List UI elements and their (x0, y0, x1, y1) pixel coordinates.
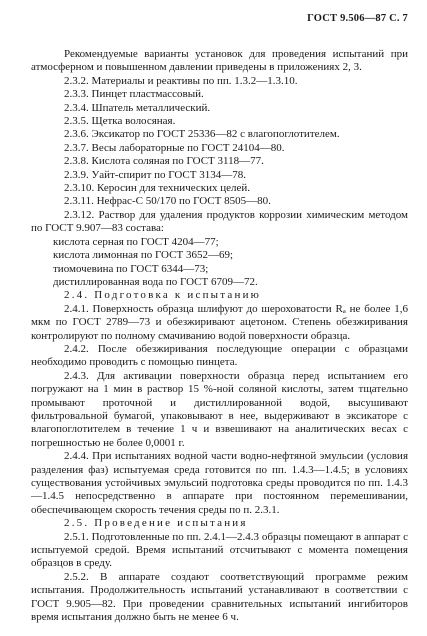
paragraph-2-5-2: 2.5.2. В аппарате создают соответствующий программе режим испытания. Продолжительность испытаний устанавливают в соответствии с ГОСТ 9.905—82. При проведении сравнительных испытаний ингибиторов время испытания должно быть не менее 6 ч. (31, 570, 408, 624)
paragraph-2-4-1: 2.4.1. Поверхность образца шлифуют до шероховатости Rₐ не более 1,6 мкм по ГОСТ 2789—73 и обезжиривают ацетоном. Степень обезжиривания контролируют по полному смачиванию водой поверхности образца. (31, 302, 408, 342)
composition-item: кислота серная по ГОСТ 4204—77; (53, 235, 219, 248)
page-header: ГОСТ 9.506—87 С. 7 (307, 13, 408, 24)
list-item: 2.3.7. Весы лабораторные по ГОСТ 24104—80. (64, 141, 285, 154)
paragraph-2-4-3: 2.4.3. Для активации поверхности образца перед испытанием его погружают на 1 мин в раствор 15 %-ной соляной кислоты, затем тщательно промывают проточной и дистиллированной водой, высушивают фильтровальной бумагой, упаковывают в нее, выдерживают в эксикаторе с влагопоглотителем в течение 1 ч и взвешивают на аналитических весах с погрешностью не более 0,0001 г. (31, 369, 408, 449)
composition-item: тиомочевина по ГОСТ 6344—73; (53, 262, 209, 275)
list-item: 2.3.10. Керосин для технических целей. (64, 182, 251, 195)
list-item: 2.3.2. Материалы и реактивы по пп. 1.3.2—1.3.10. (64, 74, 298, 87)
section-heading-2-5: 2.5. Проведение испытания (64, 517, 248, 530)
paragraph-2-4-2: 2.4.2. После обезжиривания последующие операции с образцами необходимо проводить с помощью пинцета. (31, 342, 408, 369)
document-body (31, 48, 408, 624)
composition-item: кислота лимонная по ГОСТ 3652—69; (53, 249, 233, 262)
list-item: 2.3.3. Пинцет пластмассовый. (64, 88, 204, 101)
list-item: 2.3.5. Щетка волосяная. (64, 115, 176, 128)
composition-item: дистиллированная вода по ГОСТ 6709—72. (53, 275, 258, 288)
list-item: 2.3.11. Нефрас-С 50/170 по ГОСТ 8505—80. (64, 195, 271, 208)
intro-paragraph: Рекомендуемые варианты установок для проведения испытаний при атмосферном и повышенном давлении приведены в приложениях 2, 3. (31, 48, 408, 74)
paragraph-2-4-4: 2.4.4. При испытаниях водной части водно-нефтяной эмульсии (условия разделения фаз) испытуемая среда готовится по пп. 1.4.3—1.4.5; в условиях существования устойчивых эмульсий подготовка среды проводится по пп. 1.4.3—1.4.5 непосредственно в аппарате при постоянном перемешивании, обеспечивающем скорость течения среды по п. 2.3.1. (31, 450, 408, 516)
paragraph-2-3-12: 2.3.12. Раствор для удаления продуктов коррозии химическим методом по ГОСТ 9.907—83 состава: (31, 208, 408, 235)
list-item: 2.3.9. Уайт-спирит по ГОСТ 3134—78. (64, 168, 246, 181)
section-heading-2-4: 2.4. Подготовка к испытанию (64, 289, 262, 302)
list-item: 2.3.8. Кислота соляная по ГОСТ 3118—77. (64, 155, 264, 168)
list-item: 2.3.6. Эксикатор по ГОСТ 25336—82 с влагопоглотителем. (64, 128, 340, 141)
paragraph-2-5-1: 2.5.1. Подготовленные по пп. 2.4.1—2.4.3 образцы помещают в аппарат с испытуемой средой. Время испытаний отсчитывают с момента помещения образцов в среду. (31, 530, 408, 570)
list-item: 2.3.4. Шпатель металлический. (64, 101, 211, 114)
